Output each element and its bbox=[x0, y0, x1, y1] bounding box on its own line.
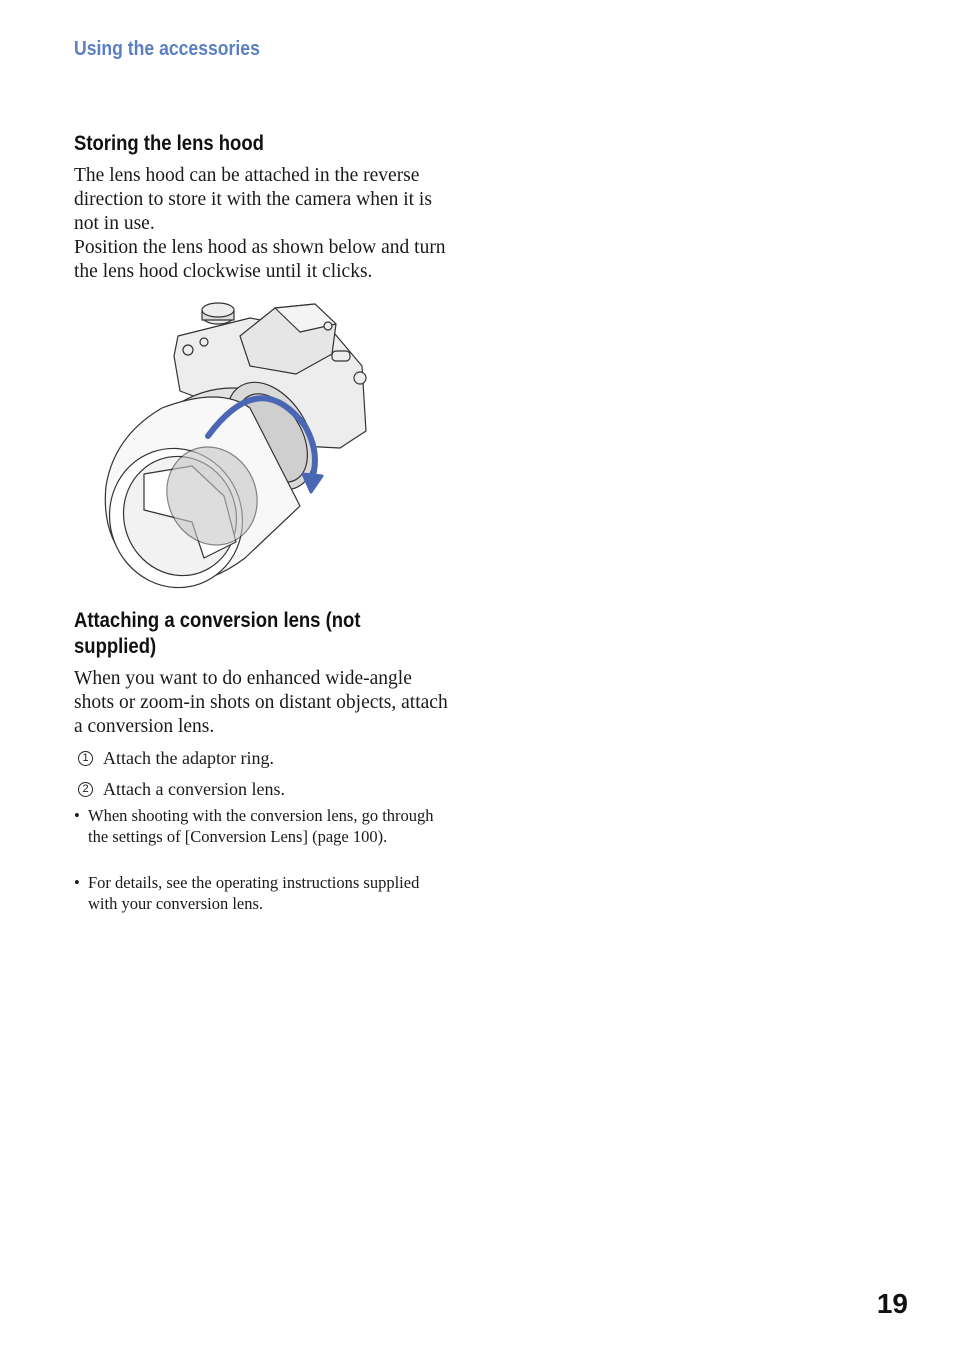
step-number-1: 1 bbox=[78, 751, 93, 766]
note-2 bbox=[74, 872, 434, 914]
conversion-paragraph: When you want to do enhanced wide-angle shots or zoom-in shots on distant objects, attach a conversion lens. bbox=[74, 668, 448, 737]
storing-heading: Storing the lens hood bbox=[74, 132, 264, 155]
page-number: 19 bbox=[876, 1288, 908, 1319]
step-2 bbox=[78, 778, 285, 800]
camera-lens-hood-illustration bbox=[100, 296, 380, 592]
bullet-icon: • bbox=[74, 806, 80, 825]
conversion-heading-line-2: supplied) bbox=[74, 635, 157, 658]
note-text-1: When shooting with the conversion lens, go through the settings of [Conversion Lens] (page 100). bbox=[88, 806, 434, 846]
step-text-1: Attach the adaptor ring. bbox=[103, 748, 274, 768]
step-number-2: 2 bbox=[78, 782, 93, 797]
note-text-2: For details, see the operating instructions supplied with your conversion lens. bbox=[88, 873, 420, 913]
conversion-heading-line-1: Attaching a conversion lens (not bbox=[74, 609, 361, 632]
storing-paragraph-1: The lens hood can be attached in the reverse direction to store it with the camera when it is not in use. bbox=[74, 165, 432, 234]
bullet-icon: • bbox=[74, 873, 80, 892]
note-1 bbox=[74, 805, 434, 847]
step-1 bbox=[78, 747, 274, 769]
storing-paragraph-2: Position the lens hood as shown below and turn the lens hood clockwise until it clicks. bbox=[74, 237, 446, 282]
step-text-2: Attach a conversion lens. bbox=[103, 779, 285, 799]
section-label: Using the accessories bbox=[74, 38, 260, 60]
